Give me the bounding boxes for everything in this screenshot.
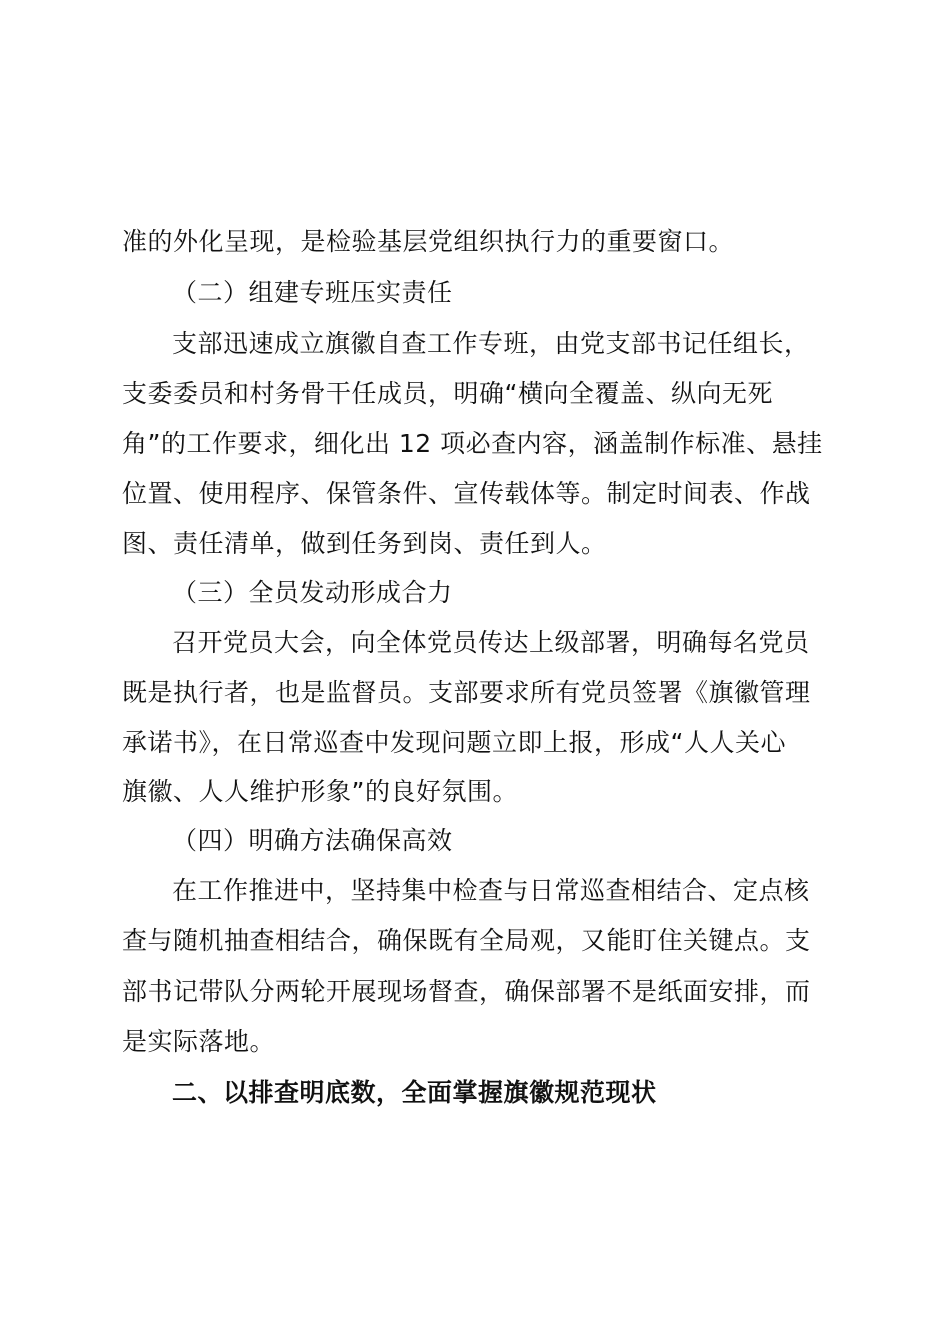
section-heading-4: （四）明确方法确保高效 (172, 826, 453, 855)
paragraph-line: 部书记带队分两轮开展现场督查，确保部署不是纸面安排，而 (122, 977, 811, 1006)
paragraph-line: 支部迅速成立旗徽自查工作专班，由党支部书记任组长， (172, 329, 810, 358)
paragraph-line: 查与随机抽查相结合，确保既有全局观，又能盯住关键点。支 (122, 926, 811, 955)
paragraph-line: 既是执行者，也是监督员。支部要求所有党员签署《旗徽管理 (122, 678, 811, 707)
paragraph-line: 图、责任清单，做到任务到岗、责任到人。 (122, 529, 607, 558)
paragraph-line: 是实际落地。 (122, 1027, 276, 1056)
paragraph-line: 位置、使用程序、保管条件、宣传载体等。制定时间表、作战 (122, 479, 811, 508)
paragraph-line: 召开党员大会，向全体党员传达上级部署，明确每名党员 (172, 628, 810, 657)
paragraph-line: 在工作推进中，坚持集中检查与日常巡查相结合、定点核 (172, 876, 810, 905)
paragraph-line: 准的外化呈现，是检验基层党组织执行力的重要窗口。 (122, 227, 735, 256)
section-heading-2: （二）组建专班压实责任 (172, 278, 453, 307)
main-section-heading: 二、以排查明底数，全面掌握旗徽规范现状 (172, 1078, 657, 1107)
paragraph-line: 角”的工作要求，细化出 12 项必查内容，涵盖制作标准、悬挂 (122, 429, 823, 458)
section-heading-3: （三）全员发动形成合力 (172, 578, 453, 607)
paragraph-line: 承诺书》，在日常巡查中发现问题立即上报，形成“人人关心 (122, 728, 786, 757)
paragraph-line: 旗徽、人人维护形象”的良好氛围。 (122, 777, 518, 806)
paragraph-line: 支委委员和村务骨干任成员，明确“横向全覆盖、纵向无死 (122, 379, 773, 408)
